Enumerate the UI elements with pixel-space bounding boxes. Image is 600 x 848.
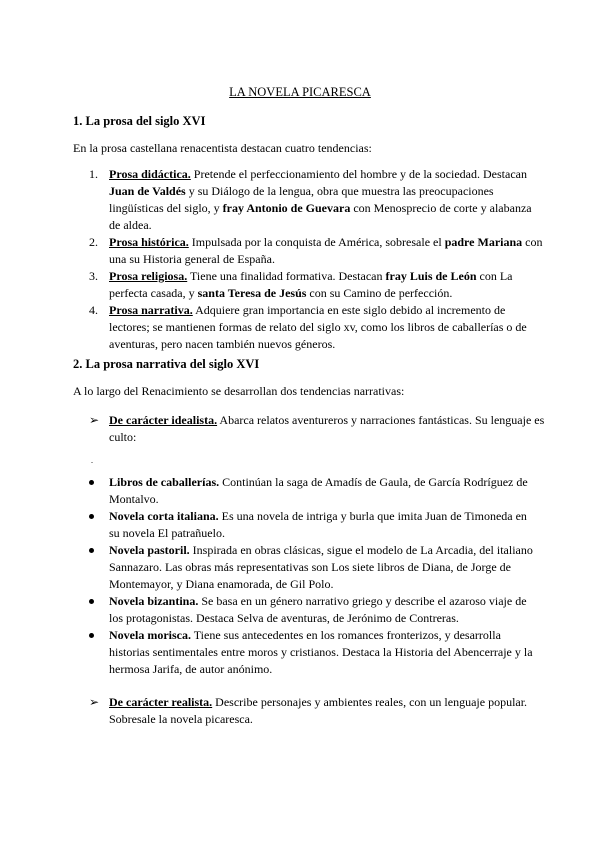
bold-name: santa Teresa de Jesús: [197, 286, 307, 300]
section-2-intro: A lo largo del Renacimiento se desarrollan dos tendencias narrativas:: [73, 384, 405, 398]
idealista-text: [109, 413, 544, 444]
subtype-item: [73, 627, 533, 678]
item-text: [109, 269, 513, 300]
item-number: 3.: [89, 269, 98, 283]
subtype-text: [109, 543, 533, 591]
bold-name: padre Mariana: [444, 235, 523, 249]
section-1-heading: 1. La prosa del siglo XVI: [73, 114, 206, 128]
text-run: Inspirada en obras clásicas, sigue el modelo de La Arcadia, del italiano Sannazaro. Las obras más representativas son Los siete libros de Diana, de Jorge de Montemayor, y Diana enamorada, de Gil Polo.: [109, 543, 533, 591]
stray-mark: .: [91, 456, 93, 465]
realista-item: [73, 694, 569, 728]
idealista-subtypes-list: [73, 474, 533, 678]
item-label: Prosa narrativa.: [109, 303, 193, 317]
subtype-text: [109, 628, 533, 676]
subtype-item: [73, 474, 533, 508]
text-run: Tiene una finalidad formativa. Destacan: [187, 269, 386, 283]
bullet-dot-icon: [89, 633, 94, 638]
idealista-item: [73, 412, 569, 446]
item-text: [109, 303, 527, 351]
text-run: Se basa en un género narrativo griego y describe el azaroso viaje de los protagonistas. Destaca Selva de aventuras, de Jerónimo de Contreras.: [109, 594, 527, 625]
bullet-dot-icon: [89, 548, 94, 553]
bold-name: Novela pastoril.: [109, 543, 190, 557]
text-run: Es una novela de intriga y burla que imita Juan de Timoneda en su novela El patrañuelo.: [109, 509, 527, 540]
section-1-intro: En la prosa castellana renacentista destacan cuatro tendencias:: [73, 141, 372, 155]
text-run: Describe personajes y ambientes reales, con un lenguaje popular. Sobresale la novela picaresca.: [109, 695, 528, 726]
bullet-dot-icon: [89, 599, 94, 604]
text-run: con una su Historia general de España.: [109, 235, 543, 266]
bold-name: Novela corta italiana.: [109, 509, 219, 523]
document-title: LA NOVELA PICARESCA: [229, 85, 371, 99]
text-run: Tiene sus antecedentes en los romances fronterizos, y desarrolla historias sentimentales entre moros y cristianos. Destaca la Historia del Abencerraje y la hermosa Jarifa, de autor anónimo.: [109, 628, 533, 676]
text-run: Impulsada por la conquista de América, sobresale el: [188, 235, 445, 249]
bold-name: Juan de Valdés: [109, 184, 186, 198]
text-run: y su Diálogo de la lengua, obra que muestra las preocupaciones lingüísticas del siglo, y: [109, 184, 494, 215]
bold-name: Novela bizantina.: [109, 594, 199, 608]
text-run: con Menosprecio de corte y alabanza de aldea.: [109, 201, 532, 232]
text-run: Abarca relatos aventureros y narraciones fantásticas. Su lenguaje es culto:: [109, 413, 545, 444]
text-run: Pretende el perfeccionamiento del hombre y de la sociedad. Destacan: [190, 167, 527, 181]
bold-name: Libros de caballerías.: [109, 475, 220, 489]
subtype-item: [73, 542, 533, 593]
tendency-item: [73, 166, 543, 234]
item-label: Prosa religiosa.: [109, 269, 188, 283]
item-label: De carácter realista.: [109, 695, 213, 709]
item-label: De carácter idealista.: [109, 413, 218, 427]
tendencies-list: [73, 166, 543, 353]
bullet-dot-icon: [89, 514, 94, 519]
item-text: [109, 167, 532, 232]
item-label: Prosa didáctica.: [109, 167, 191, 181]
arrow-bullet-icon: ➢: [89, 695, 100, 709]
item-label: Prosa histórica.: [109, 235, 189, 249]
subtype-item: [73, 593, 533, 627]
item-number: 4.: [89, 303, 98, 317]
bullet-dot-icon: [89, 480, 94, 485]
item-text: [109, 235, 542, 266]
realista-text: [109, 695, 527, 726]
item-number: 2.: [89, 235, 98, 249]
bold-name: fray Luis de León: [385, 269, 477, 283]
tendency-item: [73, 268, 543, 302]
text-run: Adquiere gran importancia en este siglo debido al incremento de lectores; se mantienen formas de relato del siglo xv, como los libros de caballerías o de aventuras, pero nacen también nuevos géneros.: [109, 303, 527, 351]
tendency-item: [73, 234, 543, 268]
section-2-heading: 2. La prosa narrativa del siglo XVI: [73, 357, 260, 371]
bold-name: Novela morisca.: [109, 628, 191, 642]
subtype-text: [109, 475, 528, 506]
item-number: 1.: [89, 167, 98, 181]
subtype-item: [73, 508, 533, 542]
subtype-text: [109, 594, 527, 625]
bold-name: fray Antonio de Guevara: [222, 201, 351, 215]
tendency-item: [73, 302, 543, 353]
text-run: con La perfecta casada, y: [109, 269, 513, 300]
text-run: Continúan la saga de Amadís de Gaula, de García Rodríguez de Montalvo.: [109, 475, 528, 506]
arrow-bullet-icon: ➢: [89, 413, 100, 427]
subtype-text: [109, 509, 527, 540]
text-run: con su Camino de perfección.: [306, 286, 453, 300]
